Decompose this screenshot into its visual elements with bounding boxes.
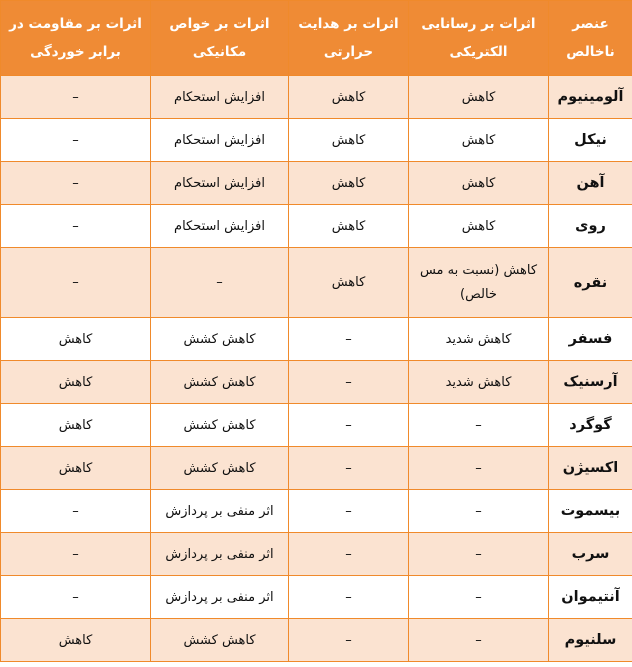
table-row [1,248,632,318]
table-row [1,490,632,533]
mechanical-cell: کاهش کشش [151,361,289,404]
table-row [1,576,632,619]
electrical-cell: کاهش شدید [409,361,549,404]
mechanical-cell: اثر منفی بر پردازش [151,576,289,619]
thermal-cell: – [289,490,409,533]
corrosion-cell: کاهش [1,447,151,490]
corrosion-cell: – [1,490,151,533]
element-cell: گوگرد [549,404,632,447]
corrosion-cell: کاهش [1,404,151,447]
table-row [1,619,632,662]
mechanical-cell: کاهش کشش [151,404,289,447]
electrical-cell: کاهش [409,119,549,162]
header-thermal-conductivity: اثرات بر هدایت حرارتی [289,1,409,76]
thermal-cell: – [289,361,409,404]
element-cell: آنتیموان [549,576,632,619]
element-cell: فسفر [549,318,632,361]
element-cell: آلومینیوم [549,76,632,119]
thermal-cell: – [289,318,409,361]
mechanical-cell: افزایش استحکام [151,119,289,162]
corrosion-cell: – [1,162,151,205]
element-cell: بیسموت [549,490,632,533]
mechanical-cell: افزایش استحکام [151,205,289,248]
table-row [1,162,632,205]
corrosion-cell: – [1,205,151,248]
thermal-cell: کاهش [289,162,409,205]
table-row [1,318,632,361]
electrical-cell: – [409,404,549,447]
electrical-cell: کاهش [409,76,549,119]
thermal-cell: – [289,619,409,662]
header-corrosion-resistance: اثرات بر مقاومت در برابر خوردگی [1,1,151,76]
element-cell: آرسنیک [549,361,632,404]
header-mechanical-properties: اثرات بر خواص مکانیکی [151,1,289,76]
electrical-cell: – [409,619,549,662]
thermal-cell: – [289,533,409,576]
corrosion-cell: کاهش [1,318,151,361]
corrosion-cell: – [1,248,151,318]
thermal-cell: – [289,576,409,619]
thermal-cell: کاهش [289,205,409,248]
element-cell: سرب [549,533,632,576]
thermal-cell: – [289,404,409,447]
thermal-cell: کاهش [289,119,409,162]
table-header [1,1,632,76]
mechanical-cell: کاهش کشش [151,447,289,490]
corrosion-cell: کاهش [1,619,151,662]
element-cell: روی [549,205,632,248]
electrical-cell: – [409,447,549,490]
table-row [1,404,632,447]
thermal-cell: کاهش [289,248,409,318]
table-row [1,361,632,404]
mechanical-cell: کاهش کشش [151,619,289,662]
table-row [1,533,632,576]
thermal-cell: کاهش [289,76,409,119]
table-row [1,447,632,490]
element-cell: سلنیوم [549,619,632,662]
electrical-cell: – [409,490,549,533]
thermal-cell: – [289,447,409,490]
electrical-cell: – [409,533,549,576]
mechanical-cell: کاهش کشش [151,318,289,361]
header-element: عنصر ناخالص [549,1,632,76]
mechanical-cell: افزایش استحکام [151,76,289,119]
table-row [1,76,632,119]
corrosion-cell: – [1,533,151,576]
mechanical-cell: افزایش استحکام [151,162,289,205]
element-cell: آهن [549,162,632,205]
corrosion-cell: – [1,576,151,619]
electrical-cell: کاهش شدید [409,318,549,361]
element-cell: اکسیژن [549,447,632,490]
table-row [1,205,632,248]
corrosion-cell: کاهش [1,361,151,404]
table-body [1,76,632,662]
mechanical-cell: – [151,248,289,318]
corrosion-cell: – [1,76,151,119]
electrical-cell: کاهش [409,205,549,248]
corrosion-cell: – [1,119,151,162]
mechanical-cell: اثر منفی بر پردازش [151,533,289,576]
mechanical-cell: اثر منفی بر پردازش [151,490,289,533]
electrical-cell: کاهش [409,162,549,205]
electrical-cell: کاهش (نسبت به مس خالص) [409,248,549,318]
header-electrical-conductivity: اثرات بر رسانایی الکتریکی [409,1,549,76]
table-row [1,119,632,162]
element-cell: نقره [549,248,632,318]
header-row [1,1,632,76]
element-cell: نیکل [549,119,632,162]
electrical-cell: – [409,576,549,619]
